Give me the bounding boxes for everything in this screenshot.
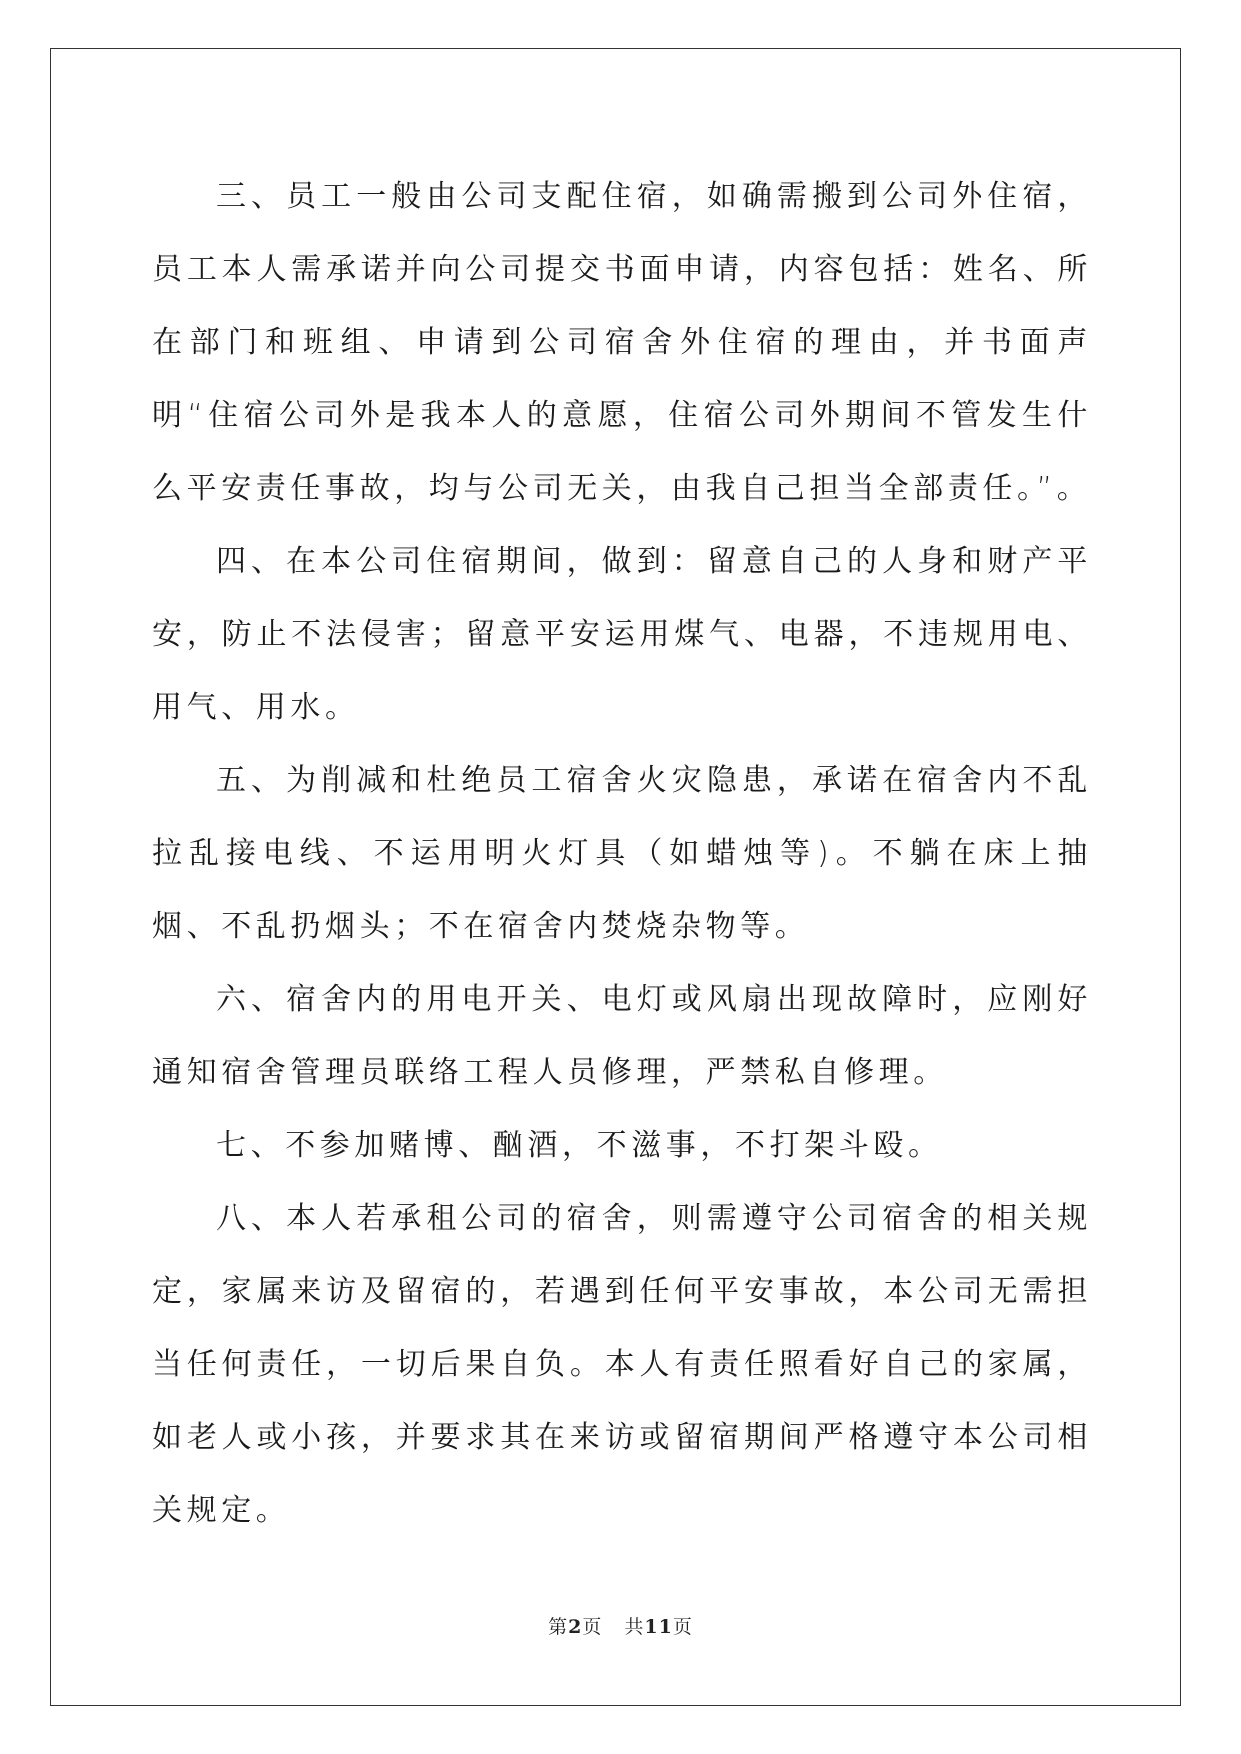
paragraph-3: 三、员工一般由公司支配住宿，如确需搬到公司外住宿，员工本人需承诺并向公司提交书面申请，内容包括：姓名、所在部门和班组、申请到公司宿舍外住宿的理由，并书面声明“住宿公司外是我本人的意愿，住宿公司外期间不管发生什么平安责任事故，均与公司无关，由我自己担当全部责任。”。 <box>152 179 1092 506</box>
page-prefix: 第 <box>548 1616 569 1638</box>
page-suffix: 页 <box>582 1616 603 1638</box>
paragraph-4: 四、在本公司住宿期间，做到：留意自己的人身和财产平安，防止不法侵害；留意平安运用煤气、电器，不违规用电、用气、用水。 <box>152 544 1092 725</box>
total-suffix: 页 <box>672 1616 693 1638</box>
document-body <box>152 160 1092 1547</box>
total-pages: 11 <box>644 1616 673 1638</box>
paragraph-8: 八、本人若承租公司的宿舍，则需遵守公司宿舍的相关规定，家属来访及留宿的，若遇到任何平安事故，本公司无需担当任何责任，一切后果自负。本人有责任照看好自己的家属，如老人或小孩，并要求其在来访或留宿期间严格遵守本公司相关规定。 <box>152 1201 1092 1528</box>
total-prefix: 共 <box>624 1616 645 1638</box>
paragraph-6: 六、宿舍内的用电开关、电灯或风扇出现故障时，应刚好通知宿舍管理员联络工程人员修理，严禁私自修理。 <box>152 982 1092 1090</box>
paragraph-5: 五、为削减和杜绝员工宿舍火灾隐患，承诺在宿舍内不乱拉乱接电线、不运用明火灯具（如蜡烛等)。不躺在床上抽烟、不乱扔烟头；不在宿舍内焚烧杂物等。 <box>152 763 1092 944</box>
page-footer <box>0 1612 1241 1639</box>
page-number: 2 <box>568 1616 583 1638</box>
paragraph-7: 七、不参加赌博、酗酒，不滋事，不打架斗殴。 <box>216 1128 943 1163</box>
